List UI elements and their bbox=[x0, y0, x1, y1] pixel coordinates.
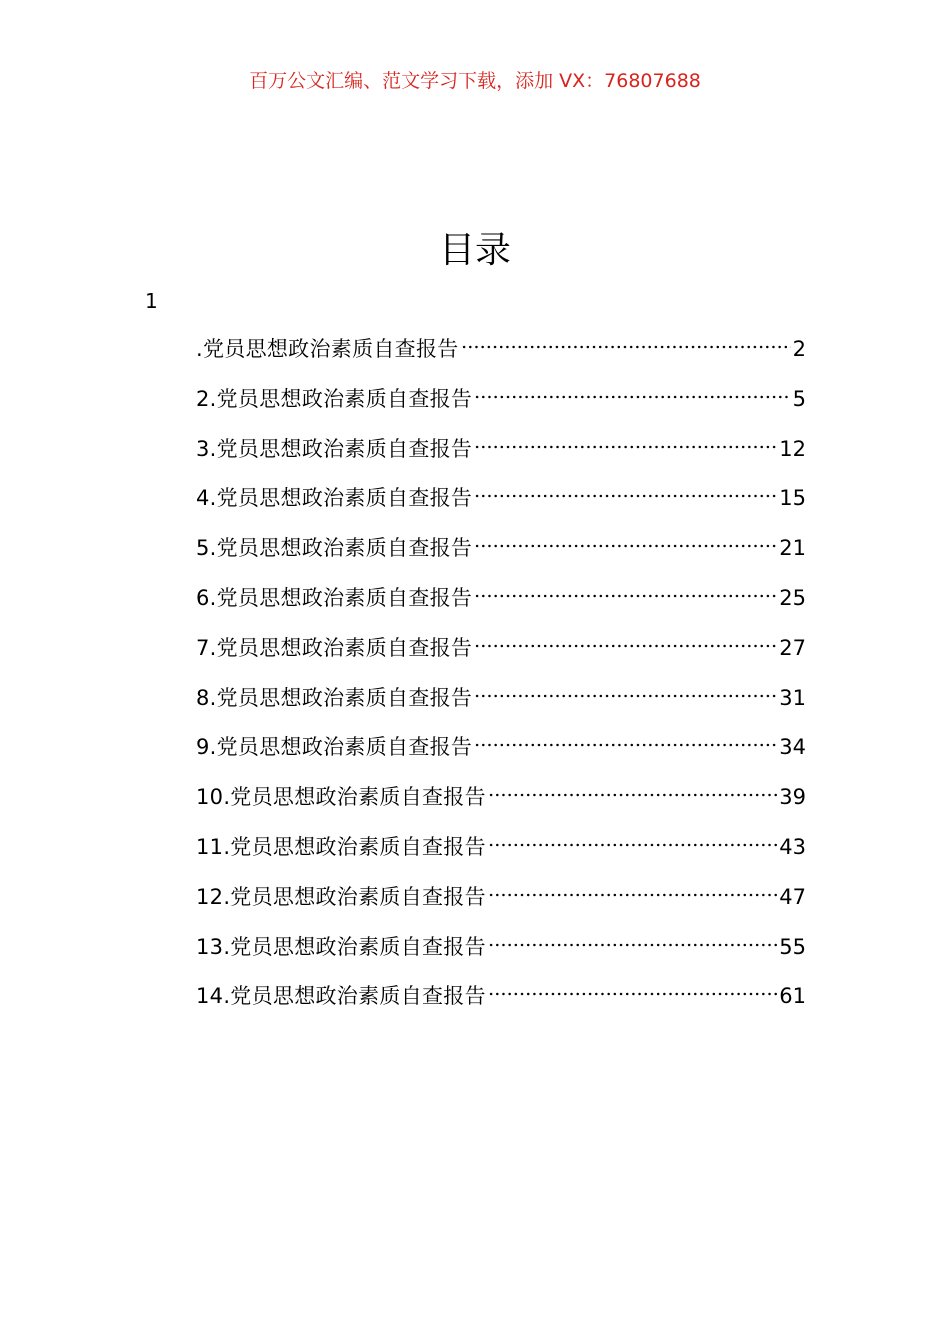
toc-entry-page: 27 bbox=[779, 635, 806, 660]
toc-entry-page: 2 bbox=[792, 337, 806, 361]
toc-entry[interactable] bbox=[196, 384, 806, 434]
toc-entry-page: 12 bbox=[779, 436, 806, 461]
toc-leader bbox=[474, 394, 790, 400]
toc-entry-page: 25 bbox=[779, 585, 806, 610]
toc-first-number: 1 bbox=[145, 289, 158, 313]
toc-entry[interactable] bbox=[196, 633, 806, 683]
toc-leader bbox=[488, 942, 777, 948]
toc-entry-page: 39 bbox=[779, 785, 806, 810]
toc-leader bbox=[488, 792, 777, 798]
toc-entry[interactable] bbox=[196, 334, 806, 384]
toc-entry-label: 9.党员思想政治素质自查报告 bbox=[196, 735, 473, 760]
toc-entry-page: 34 bbox=[779, 735, 806, 760]
page-title: 目录 bbox=[438, 230, 511, 271]
toc-entry-page: 21 bbox=[779, 536, 806, 561]
toc-entry-label: 6.党员思想政治素质自查报告 bbox=[196, 585, 473, 610]
toc-leader bbox=[474, 543, 777, 549]
toc-entry-page: 5 bbox=[792, 386, 806, 411]
toc-entry[interactable] bbox=[196, 981, 806, 1031]
toc-leader bbox=[474, 742, 777, 748]
toc-entry-label: 4.党员思想政治素质自查报告 bbox=[196, 486, 473, 511]
toc-entry-page: 31 bbox=[779, 685, 806, 710]
toc-entry[interactable] bbox=[196, 782, 806, 832]
toc-entry-page: 61 bbox=[779, 984, 806, 1009]
toc-entry[interactable] bbox=[196, 882, 806, 932]
toc-entry-label: 2.党员思想政治素质自查报告 bbox=[196, 386, 473, 411]
toc-entry[interactable] bbox=[196, 483, 806, 533]
toc-leader bbox=[474, 493, 777, 499]
toc-entry-label: 8.党员思想政治素质自查报告 bbox=[196, 685, 473, 710]
toc-leader bbox=[488, 991, 777, 997]
toc-entry[interactable] bbox=[196, 732, 806, 782]
toc-entry-label: 12.党员思想政治素质自查报告 bbox=[196, 884, 486, 909]
toc-leader bbox=[474, 643, 777, 649]
toc-leader bbox=[474, 444, 777, 450]
toc-entry-label: 3.党员思想政治素质自查报告 bbox=[196, 436, 473, 461]
toc-entry-page: 43 bbox=[779, 834, 806, 859]
header-note: 百万公文汇编、范文学习下载，添加 VX：76807688 bbox=[249, 70, 701, 92]
toc-entry-label: 7.党员思想政治素质自查报告 bbox=[196, 635, 473, 660]
toc-entry[interactable] bbox=[196, 832, 806, 882]
toc-leader bbox=[488, 892, 777, 898]
toc-leader bbox=[488, 842, 777, 848]
toc-entry-label: 11.党员思想政治素质自查报告 bbox=[196, 834, 486, 859]
toc-entry-label: 5.党员思想政治素质自查报告 bbox=[196, 536, 473, 561]
toc-leader bbox=[461, 344, 791, 350]
toc-entry[interactable] bbox=[196, 533, 806, 583]
toc-entry-label: 14.党员思想政治素质自查报告 bbox=[196, 984, 486, 1009]
toc-entry-label: 10.党员思想政治素质自查报告 bbox=[196, 785, 486, 810]
toc-leader bbox=[474, 693, 777, 699]
toc-entry[interactable] bbox=[196, 932, 806, 982]
toc-list bbox=[196, 334, 806, 1031]
toc-entry-label: 13.党员思想政治素质自查报告 bbox=[196, 934, 486, 959]
toc-entry[interactable] bbox=[196, 434, 806, 484]
toc-entry-label: .党员思想政治素质自查报告 bbox=[196, 337, 459, 361]
toc-entry-page: 55 bbox=[779, 934, 806, 959]
toc-leader bbox=[474, 593, 777, 599]
toc-entry-page: 15 bbox=[779, 486, 806, 511]
toc-entry-page: 47 bbox=[779, 884, 806, 909]
toc-entry[interactable] bbox=[196, 583, 806, 633]
toc-entry[interactable] bbox=[196, 683, 806, 733]
